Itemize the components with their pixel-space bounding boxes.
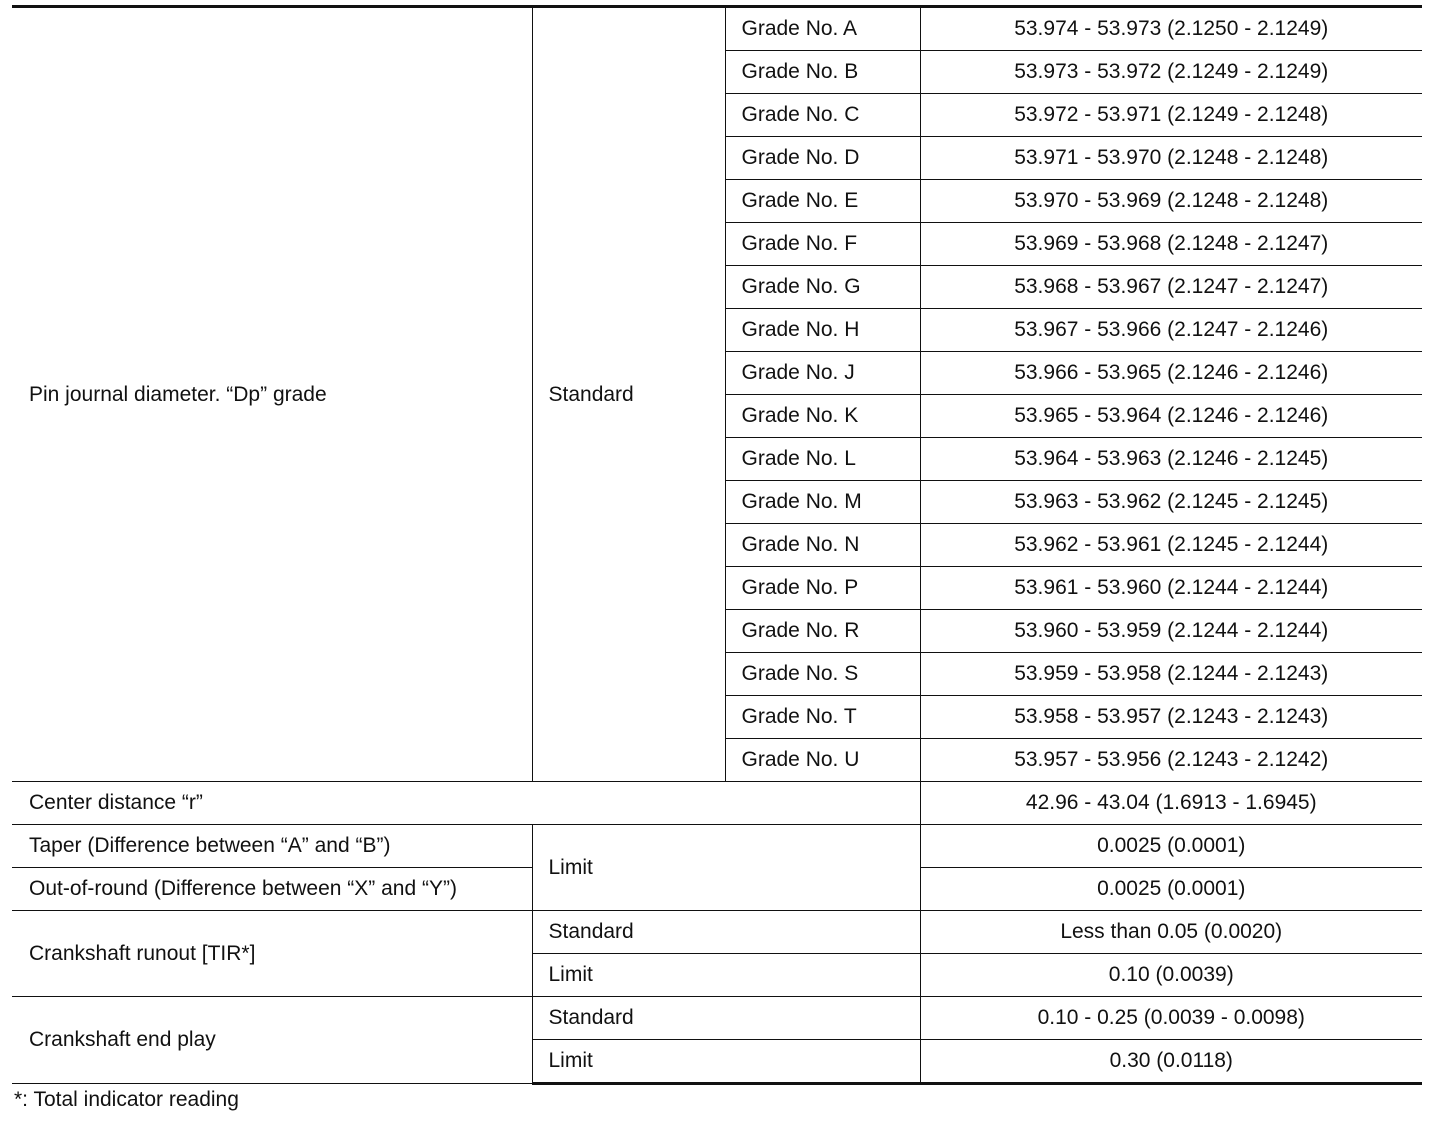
grade-value: 53.962 - 53.961 (2.1245 - 2.1244)	[920, 524, 1422, 567]
taper-value: 0.0025 (0.0001)	[920, 825, 1422, 868]
grade-value: 53.974 - 53.973 (2.1250 - 2.1249)	[920, 7, 1422, 51]
footnote: *: Total indicator reading	[14, 1088, 239, 1111]
taper-label: Taper (Difference between “A” and “B”)	[12, 825, 532, 868]
grade-label: Grade No. C	[725, 94, 920, 137]
runout-standard-value: Less than 0.05 (0.0020)	[920, 911, 1422, 954]
runout-standard-label: Standard	[532, 911, 920, 954]
grade-label: Grade No. K	[725, 395, 920, 438]
grade-value: 53.972 - 53.971 (2.1249 - 2.1248)	[920, 94, 1422, 137]
grade-value: 53.957 - 53.956 (2.1243 - 2.1242)	[920, 739, 1422, 782]
grade-label: Grade No. B	[725, 51, 920, 94]
grade-value: 53.959 - 53.958 (2.1244 - 2.1243)	[920, 653, 1422, 696]
grade-label: Grade No. L	[725, 438, 920, 481]
pin-journal-condition: Standard	[532, 7, 725, 782]
grade-label: Grade No. H	[725, 309, 920, 352]
grade-label: Grade No. A	[725, 7, 920, 51]
center-distance-label: Center distance “r”	[12, 782, 920, 825]
runout-label: Crankshaft runout [TIR*]	[12, 911, 532, 997]
grade-value: 53.968 - 53.967 (2.1247 - 2.1247)	[920, 266, 1422, 309]
end-play-limit-label: Limit	[532, 1040, 920, 1084]
crankshaft-spec-table	[12, 5, 1422, 1085]
spec-table-body	[12, 7, 1422, 1084]
grade-value: 53.967 - 53.966 (2.1247 - 2.1246)	[920, 309, 1422, 352]
grade-label: Grade No. E	[725, 180, 920, 223]
grade-value: 53.961 - 53.960 (2.1244 - 2.1244)	[920, 567, 1422, 610]
grade-label: Grade No. D	[725, 137, 920, 180]
grade-label: Grade No. J	[725, 352, 920, 395]
grade-value: 53.964 - 53.963 (2.1246 - 2.1245)	[920, 438, 1422, 481]
pin-journal-item-label: Pin journal diameter. “Dp” grade	[12, 7, 532, 782]
grade-label: Grade No. M	[725, 481, 920, 524]
grade-label: Grade No. P	[725, 567, 920, 610]
grade-value: 53.969 - 53.968 (2.1248 - 2.1247)	[920, 223, 1422, 266]
center-distance-value: 42.96 - 43.04 (1.6913 - 1.6945)	[920, 782, 1422, 825]
end-play-standard-label: Standard	[532, 997, 920, 1040]
grade-label: Grade No. R	[725, 610, 920, 653]
grade-value: 53.965 - 53.964 (2.1246 - 2.1246)	[920, 395, 1422, 438]
grade-value: 53.960 - 53.959 (2.1244 - 2.1244)	[920, 610, 1422, 653]
grade-label: Grade No. G	[725, 266, 920, 309]
grade-value: 53.966 - 53.965 (2.1246 - 2.1246)	[920, 352, 1422, 395]
grade-value: 53.958 - 53.957 (2.1243 - 2.1243)	[920, 696, 1422, 739]
table-row	[12, 911, 1422, 954]
runout-limit-value: 0.10 (0.0039)	[920, 954, 1422, 997]
end-play-standard-value: 0.10 - 0.25 (0.0039 - 0.0098)	[920, 997, 1422, 1040]
table-row	[12, 997, 1422, 1040]
end-play-limit-value: 0.30 (0.0118)	[920, 1040, 1422, 1084]
grade-label: Grade No. U	[725, 739, 920, 782]
grade-label: Grade No. F	[725, 223, 920, 266]
end-play-label: Crankshaft end play	[12, 997, 532, 1084]
table-row	[12, 7, 1422, 51]
grade-value: 53.963 - 53.962 (2.1245 - 2.1245)	[920, 481, 1422, 524]
grade-label: Grade No. N	[725, 524, 920, 567]
runout-limit-label: Limit	[532, 954, 920, 997]
grade-value: 53.970 - 53.969 (2.1248 - 2.1248)	[920, 180, 1422, 223]
grade-value: 53.971 - 53.970 (2.1248 - 2.1248)	[920, 137, 1422, 180]
grade-value: 53.973 - 53.972 (2.1249 - 2.1249)	[920, 51, 1422, 94]
out-of-round-value: 0.0025 (0.0001)	[920, 868, 1422, 911]
out-of-round-label: Out-of-round (Difference between “X” and “Y”)	[12, 868, 532, 911]
grade-label: Grade No. T	[725, 696, 920, 739]
table-row	[12, 825, 1422, 868]
table-row	[12, 782, 1422, 825]
grade-label: Grade No. S	[725, 653, 920, 696]
taper-condition: Limit	[532, 825, 920, 911]
